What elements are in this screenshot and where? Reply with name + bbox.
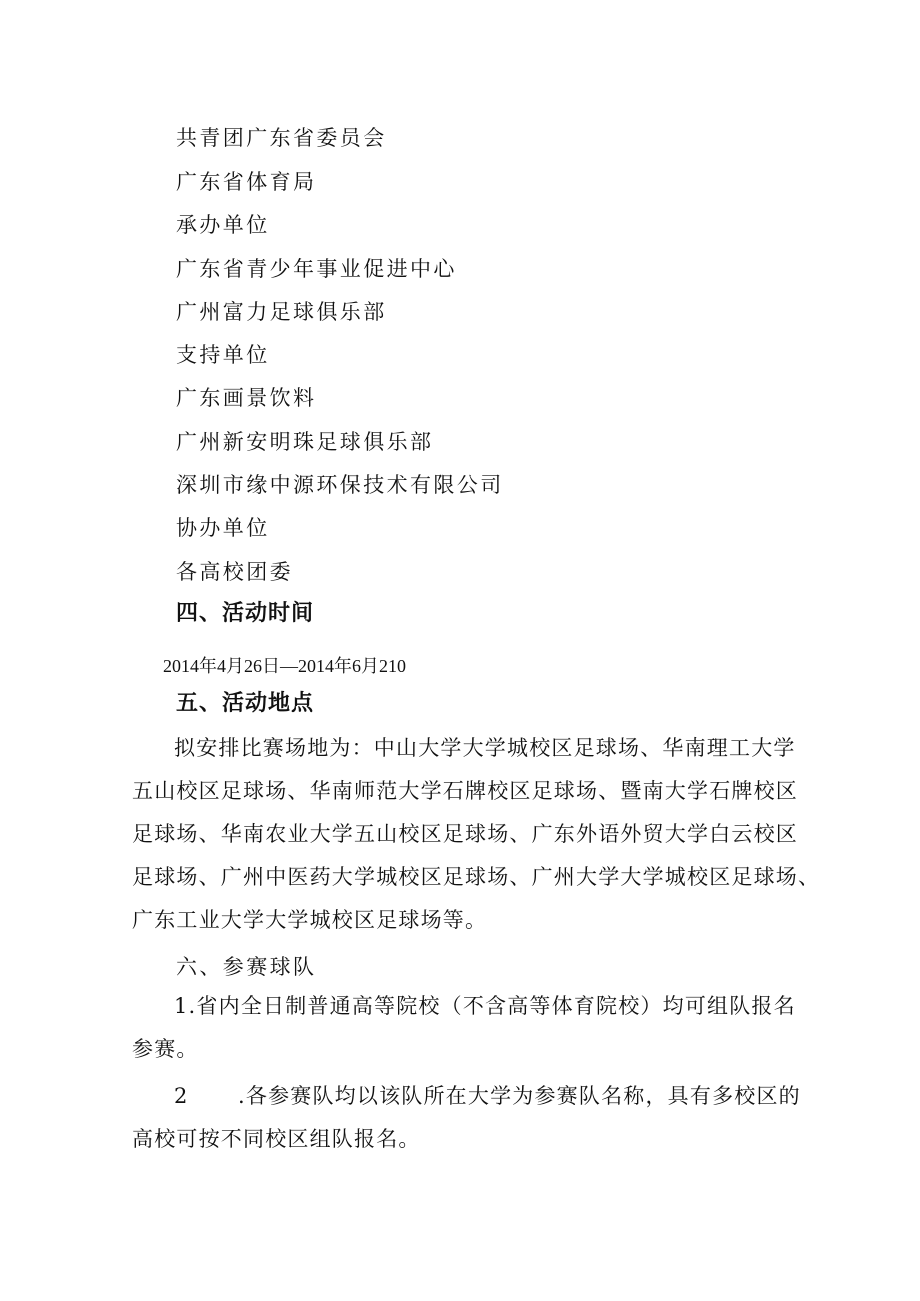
team-rule-2-text: .各参赛队均以该队所在大学为参赛队名称，具有多校区的 xyxy=(238,1084,801,1108)
venue-line-4: 足球场、广州中医药大学城校区足球场、广州大学大学城校区足球场、 xyxy=(132,865,821,889)
section-4-heading: 四、活动时间 xyxy=(176,601,315,626)
venue-line-3: 足球场、华南农业大学五山校区足球场、广东外语外贸大学白云校区 xyxy=(132,822,798,846)
organizer-line-2: 广东省体育局 xyxy=(176,170,317,194)
coorg-heading: 协办单位 xyxy=(176,516,270,540)
team-rule-2-line-2: 高校可按不同校区组队报名。 xyxy=(132,1127,421,1151)
section-6-heading: 六、参赛球队 xyxy=(176,955,317,979)
team-rule-2 xyxy=(132,1075,801,1161)
venue-paragraph xyxy=(132,727,821,942)
organizer-line-1: 共青团广东省委员会 xyxy=(176,126,387,150)
host-item-2: 广州富力足球俱乐部 xyxy=(176,300,387,324)
team-rule-2-number: 2 xyxy=(174,1084,189,1108)
team-rule-1-line-1: 1.省内全日制普通高等院校（不含高等体育院校）均可组队报名 xyxy=(174,994,796,1018)
host-item-1: 广东省青少年事业促进中心 xyxy=(176,257,457,281)
team-rule-1 xyxy=(132,985,796,1071)
venue-line-5: 广东工业大学大学城校区足球场等。 xyxy=(132,908,488,932)
support-item-1: 广东画景饮料 xyxy=(176,386,317,410)
support-item-2: 广州新安明珠足球俱乐部 xyxy=(176,430,434,454)
coorg-item-1: 各高校团委 xyxy=(176,560,293,584)
event-date-range: 2014年4月26日—2014年6月210 xyxy=(163,656,406,676)
team-rule-2-line-1 xyxy=(132,1075,801,1118)
host-heading: 承办单位 xyxy=(176,213,270,237)
team-rule-1-line-2: 参赛。 xyxy=(132,1037,199,1061)
support-heading: 支持单位 xyxy=(176,343,270,367)
support-item-3: 深圳市缘中源环保技术有限公司 xyxy=(176,473,504,497)
section-5-heading: 五、活动地点 xyxy=(176,691,315,716)
venue-line-2: 五山校区足球场、华南师范大学石牌校区足球场、暨南大学石牌校区 xyxy=(132,779,798,803)
venue-line-1: 拟安排比赛场地为：中山大学大学城校区足球场、华南理工大学 xyxy=(174,736,796,760)
